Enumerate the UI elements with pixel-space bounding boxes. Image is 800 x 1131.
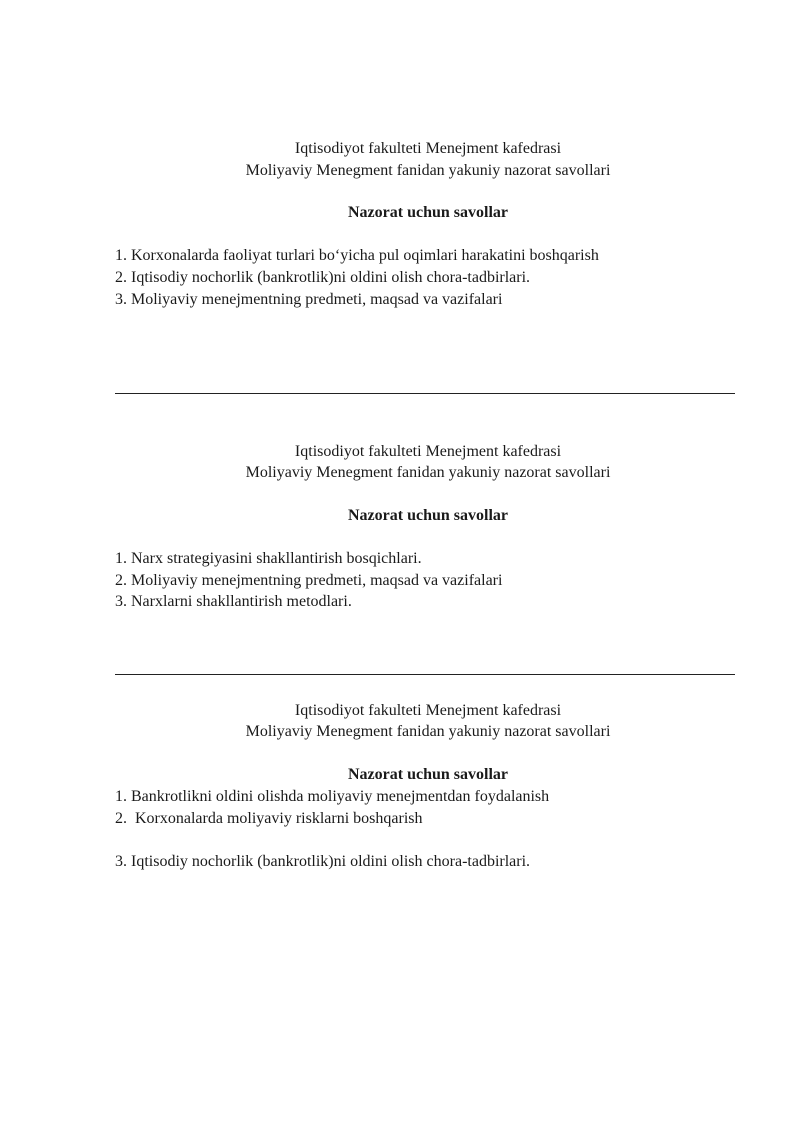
question-1: 1. Narx strategiyasini shakllantirish bosqichlari. [115, 550, 422, 567]
question-1: 1. Bankrotlikni oldini olishda moliyaviy menejmentdan foydalanish [115, 788, 550, 805]
question-3: 3. Iqtisodiy nochorlik (bankrotlik)ni oldini olish chora-tadbirlari. [115, 853, 531, 870]
question-2: 2. Iqtisodiy nochorlik (bankrotlik)ni oldini olish chora-tadbirlari. [115, 269, 531, 286]
question-2: 2. Korxonalarda moliyaviy risklarni boshqarish [115, 810, 423, 827]
section-title: Nazorat uchun savollar [348, 204, 508, 221]
faculty-header: Iqtisodiyot fakulteti Menejment kafedrasi [294, 140, 562, 157]
exam-title: Moliyaviy Menegment fanidan yakuniy nazorat savollari [245, 464, 611, 481]
section-title: Nazorat uchun savollar [348, 507, 508, 524]
question-1: 1. Korxonalarda faoliyat turlari bo‘yicha pul oqimlari harakatini boshqarish [115, 247, 599, 264]
faculty-header: Iqtisodiyot fakulteti Menejment kafedrasi [294, 443, 562, 460]
divider-line [115, 393, 735, 394]
section-title: Nazorat uchun savollar [348, 766, 508, 783]
exam-title: Moliyaviy Menegment fanidan yakuniy nazorat savollari [245, 723, 611, 740]
question-2: 2. Moliyaviy menejmentning predmeti, maqsad va vazifalari [115, 572, 503, 589]
exam-title: Moliyaviy Menegment fanidan yakuniy nazorat savollari [245, 162, 611, 179]
faculty-header: Iqtisodiyot fakulteti Menejment kafedrasi [294, 702, 562, 719]
question-3: 3. Narxlarni shakllantirish metodlari. [115, 593, 352, 610]
question-3: 3. Moliyaviy menejmentning predmeti, maqsad va vazifalari [115, 291, 503, 308]
divider-line [115, 674, 735, 675]
